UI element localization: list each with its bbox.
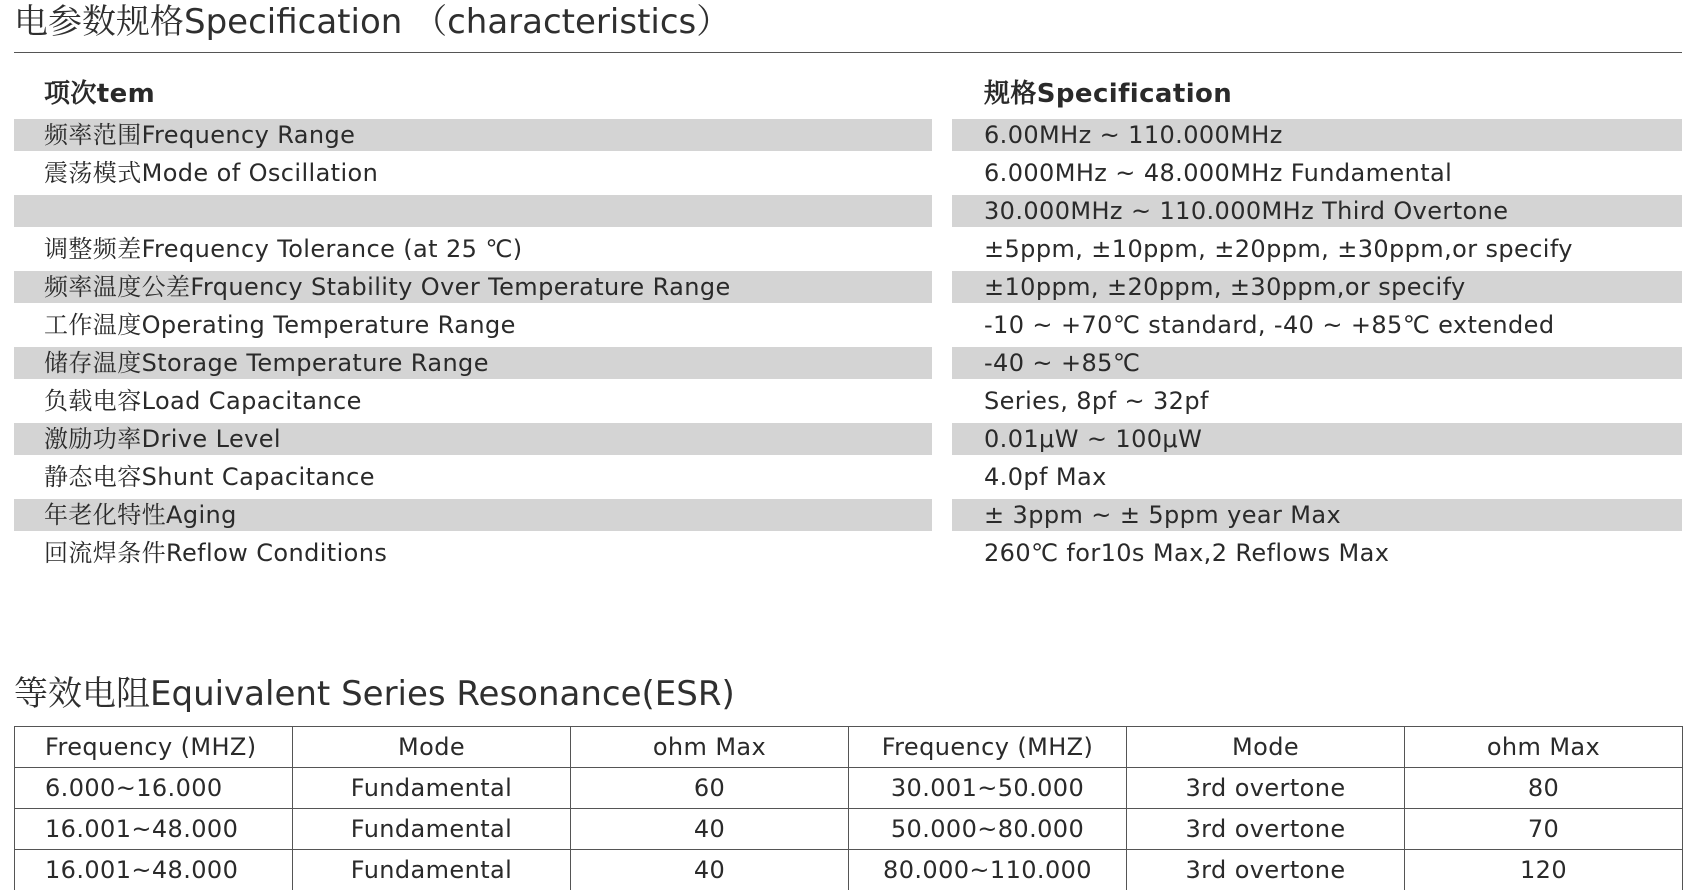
esr-ohm-cell: 80 <box>1405 768 1683 809</box>
spec-row <box>14 192 1682 230</box>
spec-row <box>14 344 1682 382</box>
esr-header-frequency: Frequency (MHZ) <box>849 727 1127 768</box>
esr-table <box>14 726 1683 890</box>
esr-header-mode: Mode <box>1127 727 1405 768</box>
spec-value: ±10ppm, ±20ppm, ±30ppm,or specify <box>952 271 1682 303</box>
esr-ohm-cell: 60 <box>571 768 849 809</box>
spec-value: 6.000MHz ~ 48.000MHz Fundamental <box>952 154 1682 192</box>
spec-item-label: 负载电容Load Capacitance <box>14 382 932 420</box>
esr-table-row <box>15 809 1683 850</box>
spec-item-label: 年老化特性Aging <box>14 499 932 531</box>
esr-frequency-cell: 16.001~48.000 <box>15 850 293 890</box>
esr-header-ohm-max: ohm Max <box>571 727 849 768</box>
esr-mode-cell: 3rd overtone <box>1127 768 1405 809</box>
esr-table-header <box>15 727 1683 768</box>
spec-value: ±5ppm, ±10ppm, ±20ppm, ±30ppm,or specify <box>952 230 1682 268</box>
spec-value: 4.0pf Max <box>952 458 1682 496</box>
esr-frequency-cell: 80.000~110.000 <box>849 850 1127 890</box>
spec-row <box>14 116 1682 154</box>
esr-ohm-cell: 70 <box>1405 809 1683 850</box>
esr-section-title: 等效电阻Equivalent Series Resonance(ESR) <box>14 674 735 714</box>
spec-item-label: 震荡模式Mode of Oscillation <box>14 154 932 192</box>
spec-row <box>14 268 1682 306</box>
title-divider <box>14 52 1682 53</box>
spec-value: Series, 8pf ~ 32pf <box>952 382 1682 420</box>
spec-row <box>14 382 1682 420</box>
esr-ohm-cell: 40 <box>571 850 849 890</box>
esr-frequency-cell: 16.001~48.000 <box>15 809 293 850</box>
spec-column-header: 规格Specification <box>952 72 1682 116</box>
spec-item-label: 静态电容Shunt Capacitance <box>14 458 932 496</box>
spec-row <box>14 534 1682 572</box>
spec-value: 6.00MHz ~ 110.000MHz <box>952 119 1682 151</box>
spec-table-header <box>14 72 1682 116</box>
esr-header-frequency: Frequency (MHZ) <box>15 727 293 768</box>
spec-item-label: 工作温度Operating Temperature Range <box>14 306 932 344</box>
spec-value: 30.000MHz ~ 110.000MHz Third Overtone <box>952 195 1682 227</box>
spec-item-label: 储存温度Storage Temperature Range <box>14 347 932 379</box>
esr-frequency-cell: 50.000~80.000 <box>849 809 1127 850</box>
spec-item-label: 频率温度公差Frquency Stability Over Temperature Range <box>14 271 932 303</box>
esr-mode-cell: Fundamental <box>293 768 571 809</box>
esr-mode-cell: Fundamental <box>293 850 571 890</box>
spec-row <box>14 230 1682 268</box>
spec-item-label: 激励功率Drive Level <box>14 423 932 455</box>
esr-header-mode: Mode <box>293 727 571 768</box>
esr-mode-cell: 3rd overtone <box>1127 809 1405 850</box>
esr-frequency-cell: 6.000~16.000 <box>15 768 293 809</box>
esr-frequency-cell: 30.001~50.000 <box>849 768 1127 809</box>
spec-table <box>14 72 1682 572</box>
spec-item-label <box>14 195 932 227</box>
esr-mode-cell: 3rd overtone <box>1127 850 1405 890</box>
esr-ohm-cell: 120 <box>1405 850 1683 890</box>
item-column-header: 项次tem <box>14 72 932 116</box>
spec-item-label: 回流焊条件Reflow Conditions <box>14 534 932 572</box>
spec-value: 260℃ for10s Max,2 Reflows Max <box>952 534 1682 572</box>
esr-table-row <box>15 850 1683 890</box>
esr-ohm-cell: 40 <box>571 809 849 850</box>
spec-row <box>14 496 1682 534</box>
spec-value: -10 ~ +70℃ standard, -40 ~ +85℃ extended <box>952 306 1682 344</box>
esr-header-ohm-max: ohm Max <box>1405 727 1683 768</box>
spec-row <box>14 420 1682 458</box>
spec-row <box>14 154 1682 192</box>
spec-row <box>14 306 1682 344</box>
spec-item-label: 频率范围Frequency Range <box>14 119 932 151</box>
esr-table-row <box>15 768 1683 809</box>
spec-row <box>14 458 1682 496</box>
spec-value: ± 3ppm ~ ± 5ppm year Max <box>952 499 1682 531</box>
spec-value: -40 ~ +85℃ <box>952 347 1682 379</box>
spec-value: 0.01μW ~ 100μW <box>952 423 1682 455</box>
esr-mode-cell: Fundamental <box>293 809 571 850</box>
spec-section-title: 电参数规格Specification （characteristics） <box>14 2 730 42</box>
spec-item-label: 调整频差Frequency Tolerance (at 25 ℃) <box>14 230 932 268</box>
